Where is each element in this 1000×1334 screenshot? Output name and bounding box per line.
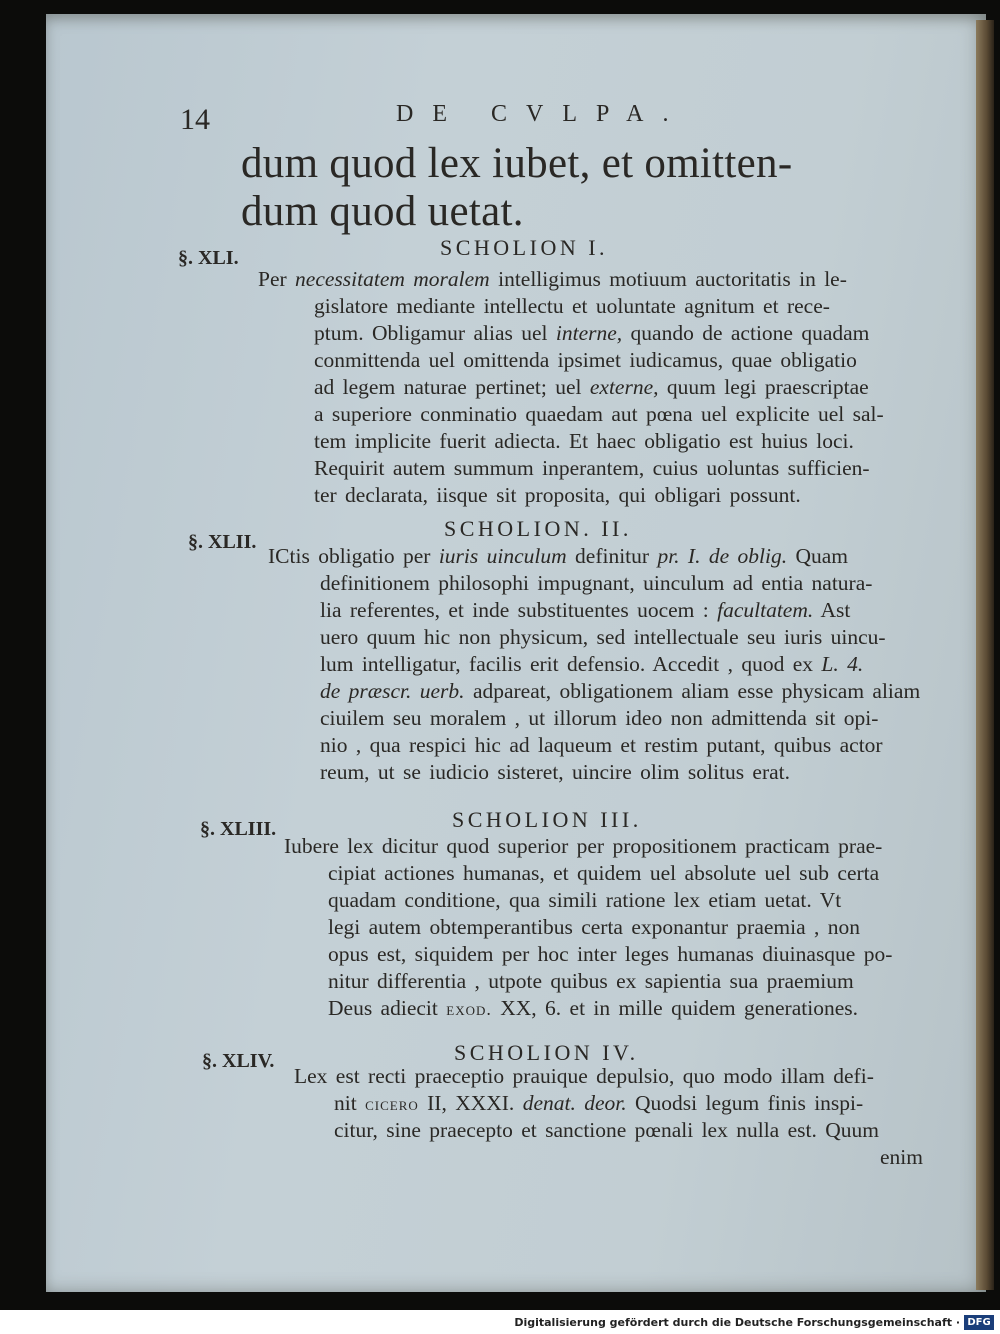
text-run: intelligimus motiuum auctoritatis in le- [489, 267, 847, 291]
text-run: legi autem obtemperantibus certa exponantur praemia , non [328, 915, 861, 939]
text-run: opus est, siquidem per hoc inter leges humanas diuinasque po- [328, 942, 893, 966]
text-run: quum legi praescriptae [658, 375, 869, 399]
text-line [328, 942, 892, 967]
text-line [328, 888, 841, 913]
text-run: Deus adiecit [328, 996, 447, 1020]
text-line [314, 375, 869, 400]
text-run: definitionem philosophi impugnant, uinculum ad entia natura- [320, 571, 873, 595]
text-run: II, XXXI. [418, 1091, 523, 1115]
text-line [314, 294, 830, 319]
text-run: nio , qua respici hic ad laqueum et restim putant, quibus actor [320, 733, 883, 757]
text-line [320, 625, 886, 650]
text-line [314, 402, 884, 427]
footer-credit: Digitalisierung gefördert durch die Deutsche Forschungsgemeinschaft · [514, 1316, 960, 1329]
paragraph-number: §. XLIII. [200, 818, 277, 840]
text-line [258, 267, 847, 292]
text-line [334, 1118, 879, 1143]
text-line [320, 571, 872, 596]
text-line [314, 429, 854, 454]
italic-term: externe, [589, 375, 659, 399]
text-run: ciuilem seu moralem , ut illorum ideo non admittenda sit opi- [320, 706, 879, 730]
text-run: quando de actione quadam [622, 321, 870, 345]
text-run: Per [258, 267, 296, 291]
italic-term: L. 4. [821, 652, 864, 676]
text-run: ICtis obligatio per [268, 544, 439, 568]
text-run: Quodsi legum finis inspi- [626, 1091, 864, 1115]
text-run: nitur differentia , utpote quibus ex sapientia sua praemium [328, 969, 854, 993]
text-line [268, 544, 848, 569]
text-run: Iubere lex dicitur quod superior per propositionem practicam prae- [284, 834, 883, 858]
text-run: nit [334, 1091, 366, 1115]
text-line [320, 706, 878, 731]
italic-term: interne, [555, 321, 623, 345]
paragraph-number: §. XLI. [178, 247, 239, 269]
running-head: DE CVLPA. [396, 101, 688, 127]
text-run: XX, 6. et in mille quidem generationes. [491, 996, 858, 1020]
text-run: ter declarata, iisque sit proposita, qui obligari possunt. [314, 483, 801, 507]
text-run: gislatore mediante intellectu et uoluntate agnitum et rece- [314, 294, 830, 318]
scholion-heading: SCHOLION. II. [444, 516, 632, 541]
text-line [320, 733, 883, 758]
scholion-heading: SCHOLION I. [440, 235, 609, 260]
text-run: lum intelligatur, facilis erit defensio. Accedit , quod ex [320, 652, 822, 676]
page-edge [976, 20, 994, 1290]
text-run: a superiore conminatio quaedam aut pœna uel explicite uel sal- [314, 402, 884, 426]
text-run: citur, sine praecepto et sanctione pœnali lex nulla est. Quum [334, 1118, 879, 1142]
text-line [294, 1064, 874, 1089]
italic-term: de præscr. uerb. [320, 679, 465, 703]
text-run: Quam [787, 544, 849, 568]
footer [0, 1310, 1000, 1334]
scholion-heading: SCHOLION III. [452, 807, 642, 832]
italic-term: iuris uinculum [438, 544, 567, 568]
small-caps-term: cicero [365, 1094, 419, 1114]
italic-term: necessitatem moralem [295, 267, 490, 291]
italic-term: facultatem. [717, 598, 814, 622]
paragraph-number: §. XLIV. [202, 1050, 275, 1072]
text-line [328, 969, 854, 994]
text-run: conmittenda uel omittenda ipsimet iudicamus, quae obligatio [314, 348, 857, 372]
catchword: enim [880, 1145, 923, 1169]
text-line [320, 760, 790, 785]
text-run: reum, ut se iudicio sisteret, uincire olim solitus erat. [320, 760, 791, 784]
text-run: tem implicite fuerit adiecta. Et haec obligatio est huius loci. [314, 429, 854, 453]
text-line [328, 996, 858, 1021]
page-number: 14 [180, 103, 210, 136]
text-run: Ast [813, 598, 851, 622]
text-run: quadam conditione, qua simili ratione lex etiam uetat. Vt [328, 888, 842, 912]
text-line [334, 1091, 863, 1116]
intro-line-2: dum quod uetat. [241, 188, 524, 235]
text-run: uero quum hic non physicum, sed intellectuale seu iuris uincu- [320, 625, 886, 649]
text-line [314, 321, 869, 346]
intro-line-1: dum quod lex iubet, et omitten- [241, 140, 793, 187]
text-run: adpareat, obligationem aliam esse physicam aliam [464, 679, 921, 703]
scholion-heading: SCHOLION IV. [454, 1040, 639, 1065]
text-line [328, 861, 879, 886]
text-line [328, 915, 860, 940]
small-caps-term: exod. [446, 999, 492, 1019]
text-run: ad legem naturae pertinet; uel [314, 375, 590, 399]
text-line [284, 834, 882, 859]
text-line [314, 483, 801, 508]
text-line [320, 598, 850, 623]
text-run: lia referentes, et inde substituentes uocem : [320, 598, 718, 622]
text-run: ptum. Obligamur alias uel [314, 321, 556, 345]
text-run: cipiat actiones humanas, et quidem uel absolute uel sub certa [328, 861, 880, 885]
italic-term: denat. deor. [522, 1091, 627, 1115]
text-line [320, 679, 920, 704]
text-run: Requirit autem summum inperantem, cuius uoluntas sufficien- [314, 456, 870, 480]
text-line [320, 652, 863, 677]
text-run: Lex est recti praeceptio prauique depulsio, quo modo illam defi- [294, 1064, 874, 1088]
text-line [314, 348, 857, 373]
dfg-logo: DFG [964, 1315, 994, 1330]
text-run: definitur [566, 544, 658, 568]
italic-term: pr. I. de oblig. [657, 544, 788, 568]
text-line [314, 456, 870, 481]
paragraph-number: §. XLII. [188, 531, 257, 553]
